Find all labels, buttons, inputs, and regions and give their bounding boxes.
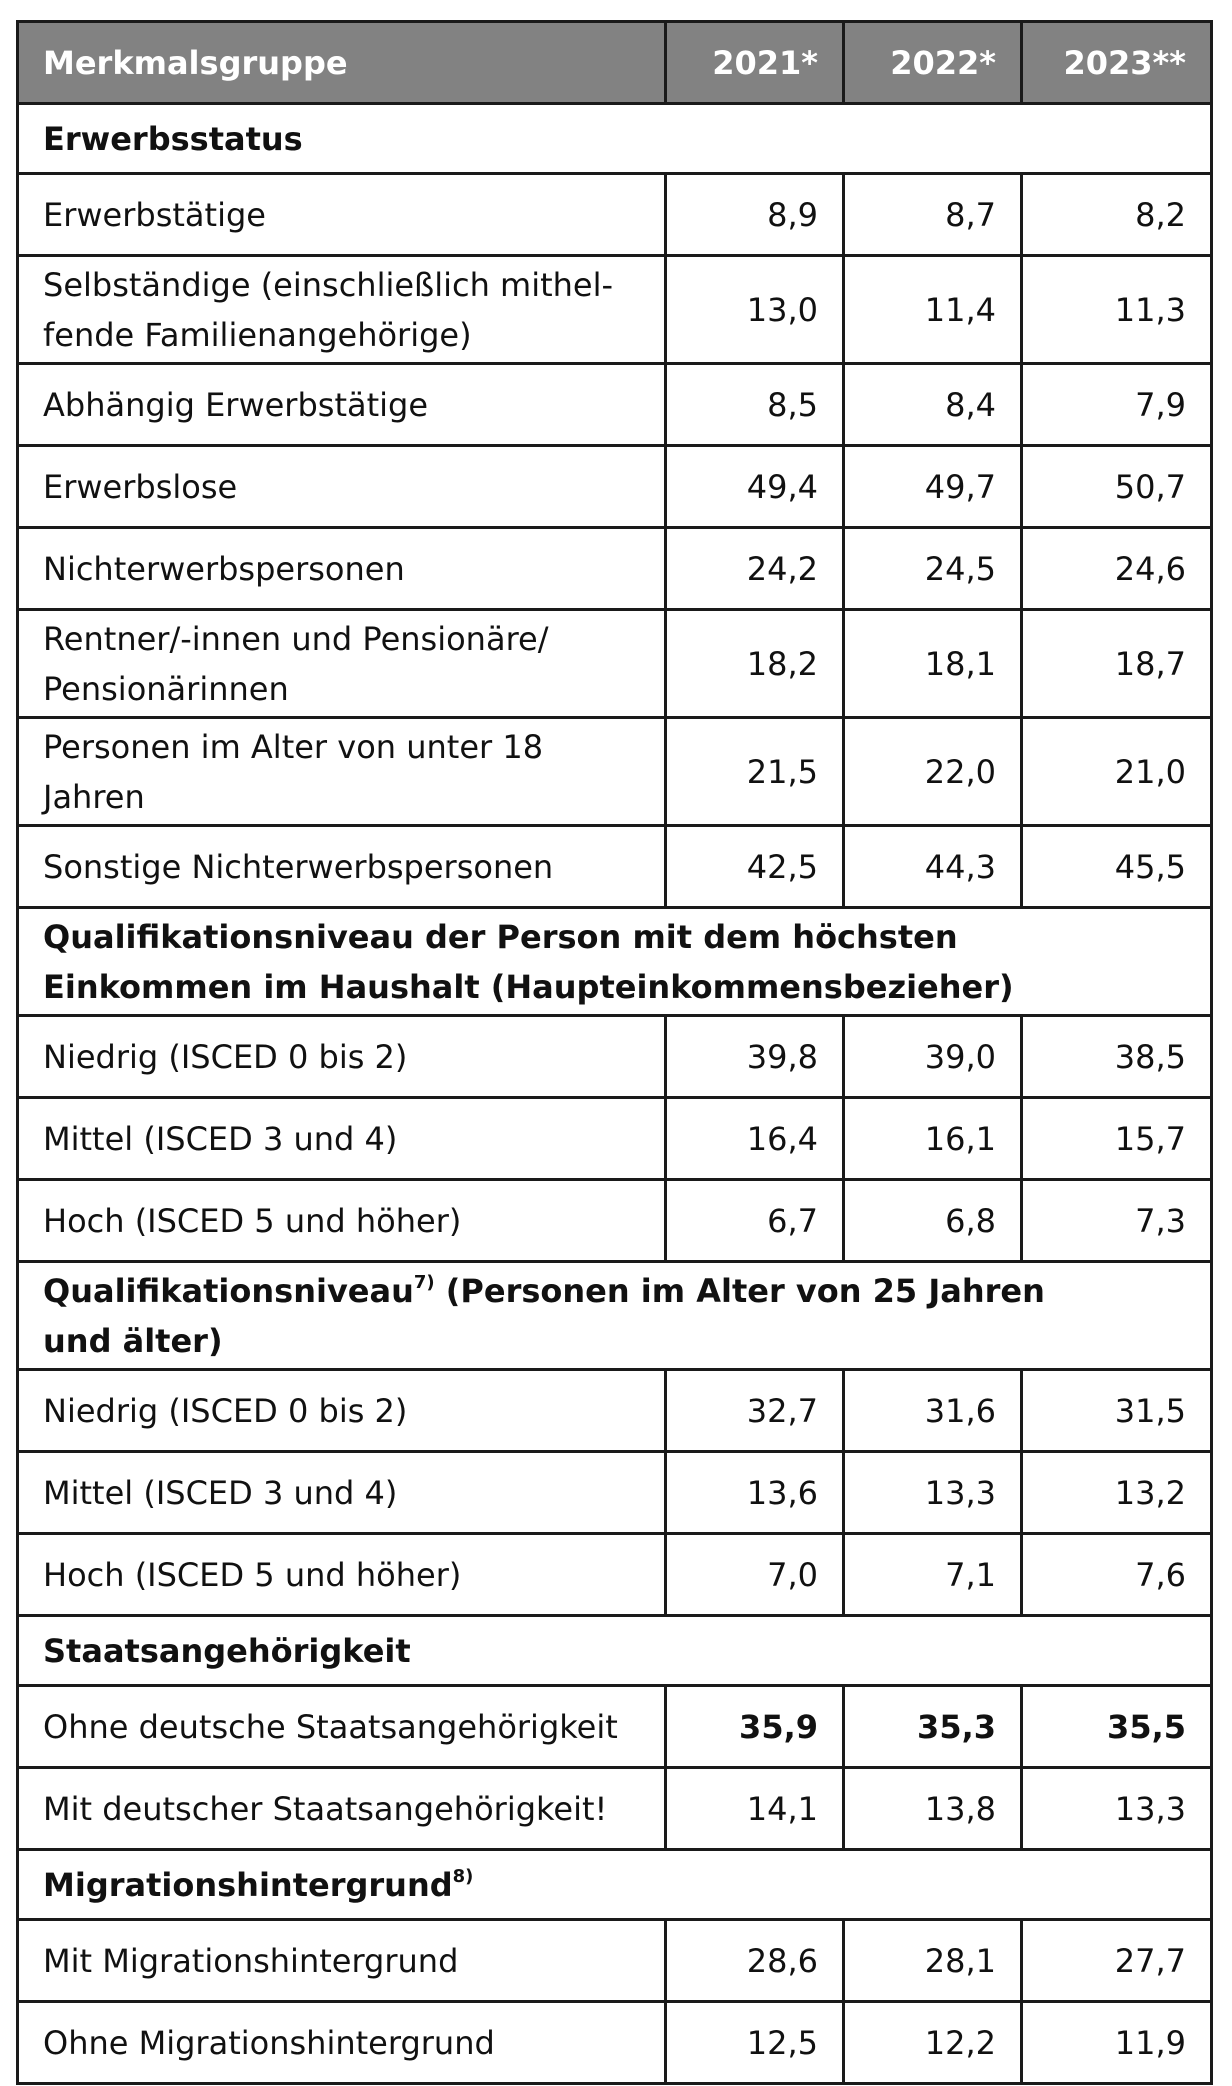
table-header (18, 22, 1212, 104)
value-cell-2022: 13,8 (844, 1768, 1022, 1850)
table-row (18, 2002, 1212, 2084)
row-label: Erwerbslose (18, 446, 666, 528)
value-cell-2022: 22,0 (844, 718, 1022, 826)
table-row (18, 1534, 1212, 1616)
table-row (18, 1686, 1212, 1768)
value-cell-2023: 31,5 (1022, 1370, 1212, 1452)
value-cell-2022: 24,5 (844, 528, 1022, 610)
value-cell-2023: 21,0 (1022, 718, 1212, 826)
value-cell-2021: 7,0 (666, 1534, 844, 1616)
footnote-marker: 8) (452, 1865, 474, 1887)
section-title (18, 1850, 1212, 1920)
header-year-2022: 2022* (844, 22, 1022, 104)
row-label: Abhängig Erwerbstätige (18, 364, 666, 446)
value-cell-2023: 8,2 (1022, 174, 1212, 256)
value-cell-2022: 31,6 (844, 1370, 1022, 1452)
section-title (18, 908, 1212, 1016)
value-cell-2022: 12,2 (844, 2002, 1022, 2084)
value-cell-2021: 16,4 (666, 1098, 844, 1180)
value-cell-2021: 14,1 (666, 1768, 844, 1850)
section-header-row (18, 1262, 1212, 1370)
row-label: Niedrig (ISCED 0 bis 2) (18, 1016, 666, 1098)
value-cell-2023: 13,2 (1022, 1452, 1212, 1534)
section-header-row (18, 1850, 1212, 1920)
table-row (18, 1768, 1212, 1850)
value-cell-2023: 27,7 (1022, 1920, 1212, 2002)
row-label: Sonstige Nichterwerbspersonen (18, 826, 666, 908)
value-cell-2022: 28,1 (844, 1920, 1022, 2002)
value-cell-2021: 8,5 (666, 364, 844, 446)
table-row (18, 174, 1212, 256)
row-label: Mittel (ISCED 3 und 4) (18, 1098, 666, 1180)
table-row (18, 446, 1212, 528)
value-cell-2023: 11,9 (1022, 2002, 1212, 2084)
section-title (18, 1616, 1212, 1686)
header-year-2021: 2021* (666, 22, 844, 104)
table-row (18, 826, 1212, 908)
header-row (18, 22, 1212, 104)
row-label: Personen im Alter von unter 18 Jahren (18, 718, 666, 826)
value-cell-2022: 8,4 (844, 364, 1022, 446)
row-label: Hoch (ISCED 5 und höher) (18, 1534, 666, 1616)
header-merkmalsgruppe: Merkmalsgruppe (18, 22, 666, 104)
value-cell-2022: 35,3 (844, 1686, 1022, 1768)
value-cell-2023: 15,7 (1022, 1098, 1212, 1180)
value-cell-2021: 32,7 (666, 1370, 844, 1452)
value-cell-2023: 38,5 (1022, 1016, 1212, 1098)
row-label: Erwerbstätige (18, 174, 666, 256)
value-cell-2021: 42,5 (666, 826, 844, 908)
value-cell-2021: 8,9 (666, 174, 844, 256)
table-row (18, 1370, 1212, 1452)
value-cell-2022: 16,1 (844, 1098, 1022, 1180)
row-label: Mit Migrationshintergrund (18, 1920, 666, 2002)
value-cell-2023: 50,7 (1022, 446, 1212, 528)
value-cell-2022: 49,7 (844, 446, 1022, 528)
value-cell-2022: 39,0 (844, 1016, 1022, 1098)
value-cell-2021: 13,6 (666, 1452, 844, 1534)
table-row (18, 718, 1212, 826)
section-title-text: Staatsangehörigkeit (43, 1631, 411, 1670)
row-label: Rentner/-innen und Pensionäre/ Pensionärinnen (18, 610, 666, 718)
value-cell-2022: 13,3 (844, 1452, 1022, 1534)
row-label: Mittel (ISCED 3 und 4) (18, 1452, 666, 1534)
value-cell-2023: 45,5 (1022, 826, 1212, 908)
value-cell-2021: 21,5 (666, 718, 844, 826)
value-cell-2022: 8,7 (844, 174, 1022, 256)
table-row (18, 1098, 1212, 1180)
row-label: Selbständige (einschließlich mithel- fende Familienangehörige) (18, 256, 666, 364)
section-title (18, 104, 1212, 174)
table-row (18, 1180, 1212, 1262)
footnote-marker: 7) (413, 1271, 435, 1293)
value-cell-2023: 11,3 (1022, 256, 1212, 364)
table-row (18, 1920, 1212, 2002)
statistics-table (16, 20, 1213, 2085)
table-row (18, 1016, 1212, 1098)
section-title-text: Qualifikationsniveau der Person mit dem höchsten Einkommen im Haushalt (Haupteinkommensbezieher) (43, 917, 1014, 1006)
table-row (18, 528, 1212, 610)
section-title (18, 1262, 1212, 1370)
section-title-text: Erwerbsstatus (43, 119, 303, 158)
header-year-2023: 2023** (1022, 22, 1212, 104)
section-title-continuation: (Personen im Alter von 25 Jahren und älter) (43, 1271, 1045, 1360)
value-cell-2021: 49,4 (666, 446, 844, 528)
value-cell-2021: 18,2 (666, 610, 844, 718)
value-cell-2023: 7,6 (1022, 1534, 1212, 1616)
value-cell-2022: 6,8 (844, 1180, 1022, 1262)
row-label: Nichterwerbspersonen (18, 528, 666, 610)
value-cell-2021: 39,8 (666, 1016, 844, 1098)
section-title-text: Qualifikationsniveau (43, 1271, 414, 1310)
statistics-table-container (16, 20, 1210, 2085)
table-row (18, 364, 1212, 446)
value-cell-2023: 18,7 (1022, 610, 1212, 718)
row-label: Ohne Migrationshintergrund (18, 2002, 666, 2084)
table-row (18, 1452, 1212, 1534)
value-cell-2022: 7,1 (844, 1534, 1022, 1616)
value-cell-2021: 13,0 (666, 256, 844, 364)
row-label: Mit deutscher Staatsangehörigkeit! (18, 1768, 666, 1850)
row-label: Ohne deutsche Staatsangehörigkeit (18, 1686, 666, 1768)
section-title-text: Migrationshintergrund (43, 1865, 453, 1904)
value-cell-2023: 35,5 (1022, 1686, 1212, 1768)
table-row (18, 256, 1212, 364)
value-cell-2023: 7,3 (1022, 1180, 1212, 1262)
value-cell-2023: 13,3 (1022, 1768, 1212, 1850)
section-header-row (18, 104, 1212, 174)
value-cell-2022: 18,1 (844, 610, 1022, 718)
value-cell-2023: 7,9 (1022, 364, 1212, 446)
table-body (18, 104, 1212, 2084)
value-cell-2021: 6,7 (666, 1180, 844, 1262)
value-cell-2022: 11,4 (844, 256, 1022, 364)
section-header-row (18, 908, 1212, 1016)
row-label: Hoch (ISCED 5 und höher) (18, 1180, 666, 1262)
value-cell-2022: 44,3 (844, 826, 1022, 908)
section-header-row (18, 1616, 1212, 1686)
table-row (18, 610, 1212, 718)
value-cell-2021: 35,9 (666, 1686, 844, 1768)
value-cell-2021: 28,6 (666, 1920, 844, 2002)
value-cell-2021: 24,2 (666, 528, 844, 610)
value-cell-2023: 24,6 (1022, 528, 1212, 610)
row-label: Niedrig (ISCED 0 bis 2) (18, 1370, 666, 1452)
value-cell-2021: 12,5 (666, 2002, 844, 2084)
